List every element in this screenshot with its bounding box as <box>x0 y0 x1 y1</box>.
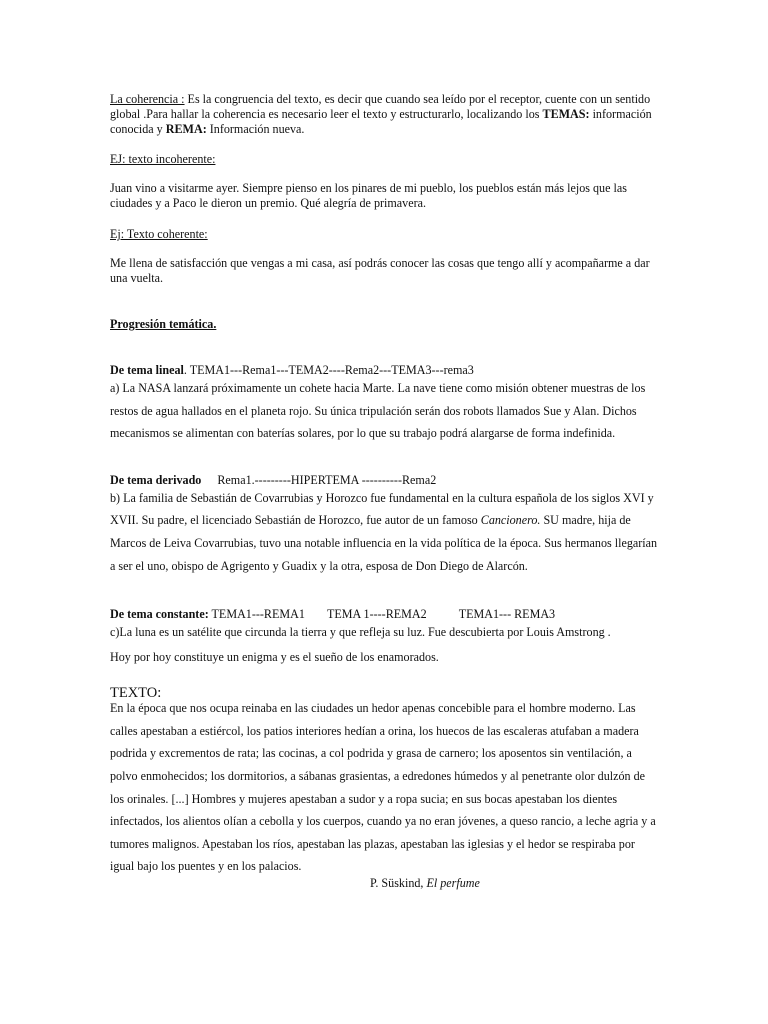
constante-example: c)La luna es un satélite que circunda la tierra y que refleja su luz. Fue descubierta por Louis Amstrong . <box>110 625 611 640</box>
document-page <box>110 92 658 891</box>
constante-scheme-3: TEMA1--- REMA3 <box>458 607 556 622</box>
derivado-example-part-1: b) La familia de Sebastián de Covarrubias y Horozco fue fundamental en la cultura española de los siglos XVI y XVII. Su padre, el licenciado Sebastián de Horozco, fue autor de un famoso <box>110 490 654 528</box>
lineal-heading <box>110 363 658 378</box>
ej-incoherente-label: EJ: texto incoherente: <box>110 152 216 166</box>
derivado-label: De tema derivado <box>110 472 202 487</box>
temas-term: TEMAS: <box>542 107 590 121</box>
lineal-example: a) La NASA lanzará próximamente un cohete hacia Marte. La nave tiene como misión obtener muestras de los restos de agua hallados en el planeta rojo. Su única tripulación serán dos robots llamados Sue y Alan. Dichos mecanismos se alimentan con baterías solares, por lo que su trabajo podrá alargarse de forma indefinida. <box>110 381 646 441</box>
constante-heading <box>110 607 658 622</box>
constante-example-2: Hoy por hoy constituye un enigma y es el sueño de los enamorados. <box>110 650 439 665</box>
cancionero-title: Cancionero. <box>480 513 541 528</box>
lineal-label: De tema lineal <box>110 363 184 377</box>
coherencia-label: La coherencia : <box>110 92 185 106</box>
texto-heading: TEXTO: <box>110 685 162 702</box>
coherencia-text-1: Es la congruencia del texto, es decir que cuando sea leído por el receptor, cuente con un sentido global .Para hallar la coherencia es necesario leer el texto y estructurarlo, localizando los <box>110 92 651 121</box>
coherencia-paragraph <box>110 92 658 137</box>
lineal-scheme: . TEMA1---Rema1---TEMA2----Rema2---TEMA3---rema3 <box>183 363 474 377</box>
derivado-example-part-2: SU madre, hija de Marcos de Leiva Covarrubias, tuvo una notable influencia en la vida política de la época. Sus hermanos llegarían a ser el uno, obispo de Agrigento y Guadix y la otra, esposa de Don Diego de Alarcón. <box>110 513 658 573</box>
constante-label: De tema constante: <box>110 607 209 622</box>
ej-coherente-text: Me llena de satisfacción que vengas a mi casa, así podrás conocer las cosas que tengo allí y acompañarme a dar una vuelta. <box>110 256 650 285</box>
progresion-title: Progresión temática. <box>110 317 217 331</box>
citation-author: P. Süskind, <box>370 875 427 890</box>
ej-coherente-label: Ej: Texto coherente: <box>110 227 208 241</box>
ej-incoherente-text: Juan vino a visitarme ayer. Siempre pienso en los pinares de mi pueblo, los pueblos están más lejos que las ciudades y a Paco le dieron un premio. Qué alegría de primavera. <box>110 181 627 210</box>
coherencia-text-3: Información nueva. <box>206 122 305 136</box>
texto-body: En la época que nos ocupa reinaba en las ciudades un hedor apenas concebible para el hombre moderno. Las calles apestaban a estiércol, los patios interiores hedían a orina, los huecos de las escaleras atufaban a madera podrida y excrementos de rata; las cocinas, a col podrida y grasa de carnero; los aposentos sin ventilación, a polvo enmohecidos; los dormitorios, a sábanas grasientas, a edredones húmedos y al penetrante olor dulzón de los orinales. [...] Hombres y mujeres apestaban a sudor y a ropa sucia; en sus bocas apestaban los dientes infectados, los alientos olían a cebolla y los cuerpos, cuando ya no eran jóvenes, a queso rancio, a leche agria y a tumores malignos. Apestaban los ríos, apestaban las plazas, apestaban las iglesias y el hedor se respiraba por igual bajo los puentes y en los palacios. <box>110 701 656 874</box>
constante-scheme-1: TEMA1---REMA1 <box>211 607 305 622</box>
rema-term: REMA: <box>165 122 207 136</box>
derivado-heading <box>110 473 658 488</box>
texto-citation <box>110 876 658 891</box>
derivado-example <box>110 487 658 577</box>
citation-work: El perfume <box>426 875 480 890</box>
derivado-scheme: Rema1.---------HIPERTEMA ----------Rema2 <box>217 472 437 487</box>
coherencia-text-2: información conocida y <box>110 107 652 136</box>
constante-scheme-2: TEMA 1----REMA2 <box>326 607 427 622</box>
